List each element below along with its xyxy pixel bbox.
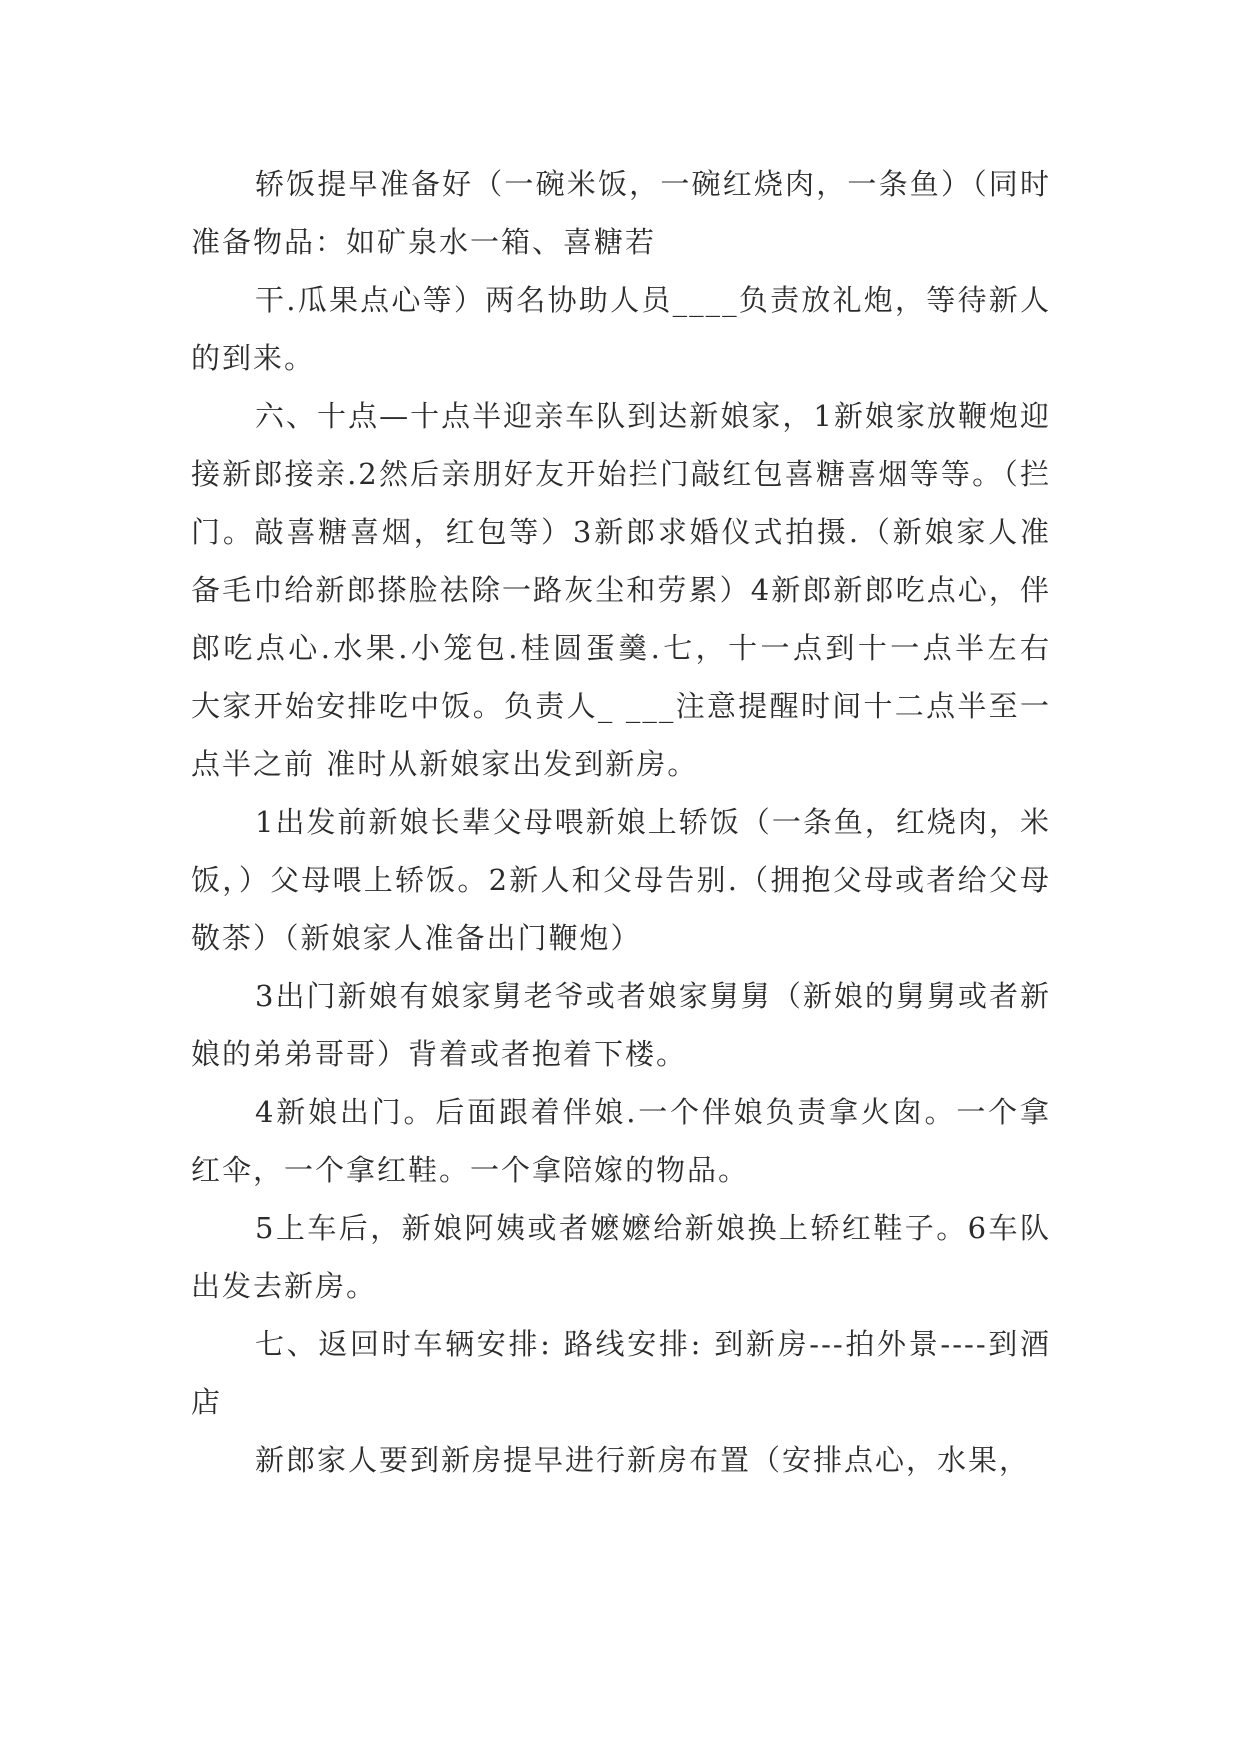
paragraph-9: 新郎家人要到新房提早进行新房布置（安排点心，水果， — [255, 1443, 1031, 1477]
paragraph-7: 5上车后，新娘阿姨或者嬷嬷给新娘换上轿红鞋子。6车队出发去新房。 — [191, 1211, 1051, 1303]
paragraph-1: 轿饭提早准备好（一碗米饭，一碗红烧肉，一条鱼）（同时准备物品：如矿泉水一箱、喜糖若 — [191, 167, 1051, 259]
paragraph-6: 4新娘出门。后面跟着伴娘.一个伴娘负责拿火囱。一个拿红伞，一个拿红鞋。一个拿陪嫁的物品。 — [191, 1095, 1051, 1187]
paragraph-5: 3出门新娘有娘家舅老爷或者娘家舅舅（新娘的舅舅或者新娘的弟弟哥哥）背着或者抱着下楼。 — [191, 979, 1051, 1071]
paragraph-4: 1出发前新娘长辈父母喂新娘上轿饭（一条鱼，红烧肉，米饭，）父母喂上轿饭。2新人和父母告别.（拥抱父母或者给父母敬茶）（新娘家人准备出门鞭炮） — [191, 805, 1051, 955]
paragraph-3: 六、十点—十点半迎亲车队到达新娘家，1新娘家放鞭炮迎接新郎接亲.2然后亲朋好友开始拦门敲红包喜糖喜烟等等。（拦门。敲喜糖喜烟，红包等）3新郎求婚仪式拍摄.（新娘家人准备毛巾给新郎搽脸祛除一路灰尘和劳累）4新郎新郎吃点心，伴郎吃点心.水果.小笼包.桂圆蛋羹.七，十一点到十一点半左右 大家开始安排吃中饭。负责人_ ___注意提醒时间十二点半至一点半之前 准时从新娘家出发到新房。 — [191, 399, 1063, 781]
paragraph-2: 干.瓜果点心等）两名协助人员____负责放礼炮，等待新人的到来。 — [191, 283, 1051, 375]
document-body — [191, 155, 1063, 1489]
paragraph-8: 七、返回时车辆安排: 路线安排: 到新房---拍外景----到酒店 — [191, 1327, 1051, 1419]
